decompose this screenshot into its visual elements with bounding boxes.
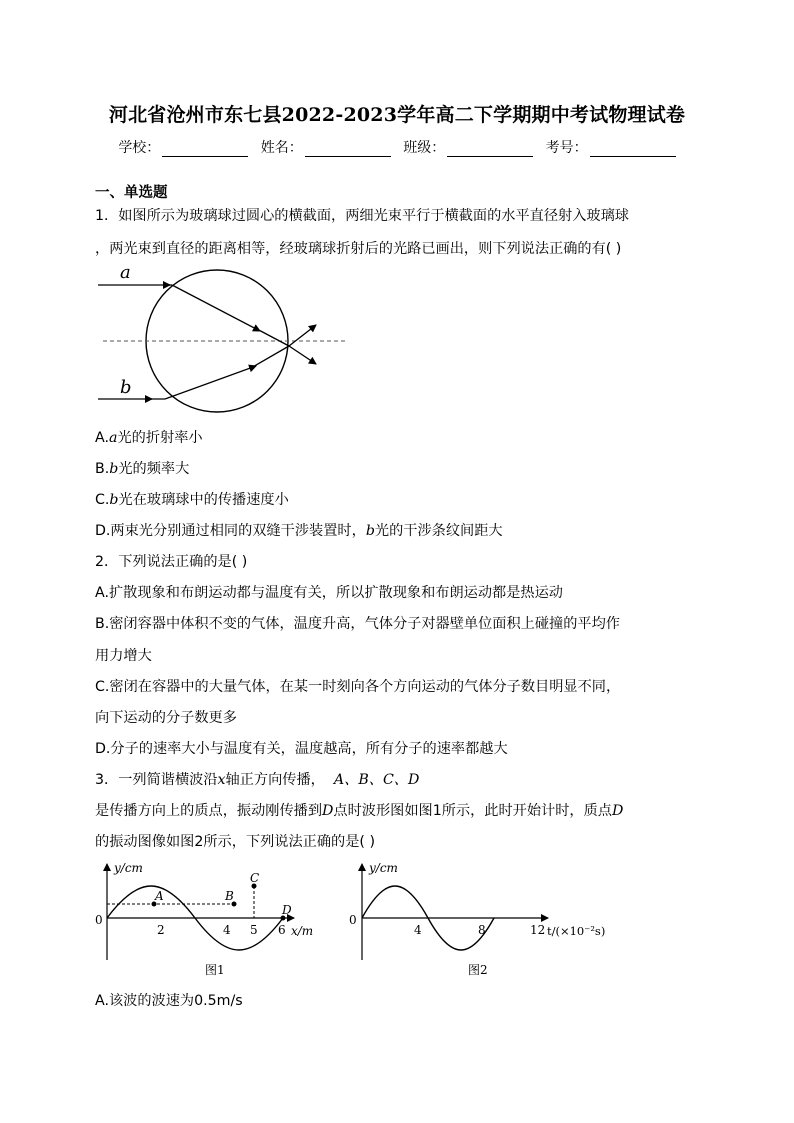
q2-option-c-line2[interactable]: 向下运动的分子数更多 (95, 710, 237, 726)
section-title: 一、单选题 (95, 185, 168, 201)
fig1-caption: 图1 (205, 963, 225, 977)
fig2-tick-8: 8 (478, 923, 486, 937)
q1-option-a[interactable]: A.a光的折射率小 (95, 430, 203, 446)
fig1-label-b: B (225, 889, 234, 903)
fig1-tick-6: 6 (278, 923, 286, 937)
fig1-tick-2: 2 (157, 923, 165, 937)
q2-option-d[interactable]: D.分子的速率大小与温度有关，温度越高，所有分子的速率都越大 (95, 741, 508, 757)
q3-figure2-vibration (340, 858, 610, 983)
q3-option-a[interactable]: A.该波的波速为0.5m/s (95, 993, 243, 1009)
q1-glass-sphere-figure (95, 262, 355, 422)
ray-a-label: a (120, 262, 131, 283)
fig1-y-label: y/cm (114, 861, 143, 875)
name-field[interactable]: 姓名： (261, 137, 391, 157)
q2-option-c-line1[interactable]: C.密闭在容器中的大量气体，在某一时刻向各个方向运动的气体分子数目明显不同， (95, 679, 621, 695)
q1-stem-line1: 1．如图所示为玻璃球过圆心的横截面，两细光束平行于横截面的水平直径射入玻璃球 (95, 208, 629, 224)
q2-option-b-line1[interactable]: B.密闭容器中体积不变的气体，温度升高，气体分子对器壁单位面积上碰撞的平均作 (95, 616, 620, 632)
fig1-wave-curve-2 (195, 918, 239, 950)
fig2-x-label: t/(×10⁻²s) (547, 924, 606, 938)
q1-option-b[interactable]: B.b光的频率大 (95, 461, 190, 477)
student-info-row (0, 137, 794, 157)
q3-figure1-waveform (92, 858, 322, 983)
ray-b-refracted (165, 366, 256, 399)
q2-stem: 2．下列说法正确的是( ) (95, 554, 248, 570)
q3-stem-line3: 的振动图像如图2所示，下列说法正确的是( ) (95, 834, 375, 850)
class-field[interactable]: 班级： (403, 137, 533, 157)
fig2-vibration-curve-end (428, 918, 461, 950)
fig1-x-label: x/m (291, 924, 314, 938)
fig2-curve-last-arc (494, 886, 540, 918)
school-field[interactable]: 学校： (118, 137, 248, 157)
q1-option-d[interactable]: D.两束光分别通过相同的双缝干涉装置时，b光的干涉条纹间距大 (95, 523, 503, 539)
q3-stem-line2: 是传播方向上的质点，振动刚传播到D点时波形图如图1所示，此时开始计时，质点D (95, 803, 624, 819)
ray-a-refracted-tail (255, 328, 289, 346)
q1-stem-line2: ，两光束到直径的距离相等，经玻璃球折射后的光路已画出，则下列说法正确的有( ) (95, 241, 622, 257)
fig1-label-a: A (155, 889, 164, 903)
ray-a-exit (289, 346, 316, 364)
q2-option-b-line2[interactable]: 用力增大 (95, 648, 152, 664)
ray-b-label: b (120, 377, 132, 398)
fig2-origin: 0 (349, 913, 357, 927)
q3-stem-line1: 3．一列简谐横波沿x轴正方向传播， A、B、C、D (95, 772, 420, 788)
ray-b-exit (289, 325, 316, 346)
fig1-origin: 0 (95, 913, 103, 927)
fig2-caption: 图2 (468, 963, 488, 977)
fig2-y-label: y/cm (369, 861, 398, 875)
q2-option-a[interactable]: A.扩散现象和布朗运动都与温度有关，所以扩散现象和布朗运动都是热运动 (95, 585, 563, 601)
q1-option-c[interactable]: C.b光在玻璃球中的传播速度小 (95, 492, 289, 508)
fig1-label-c: C (250, 871, 260, 885)
fig1-tick-4: 4 (223, 923, 231, 937)
fig2-tick-12: 12 (530, 923, 546, 937)
page-title: 河北省沧州市东七县2022-2023学年高二下学期期中考试物理试卷 (108, 104, 686, 126)
fig1-tick-5: 5 (250, 923, 258, 937)
fig2-tick-4: 4 (414, 923, 422, 937)
fig1-label-d: D (282, 903, 292, 917)
ray-a-refracted (172, 285, 260, 331)
exam-number-field[interactable]: 考号： (546, 137, 676, 157)
